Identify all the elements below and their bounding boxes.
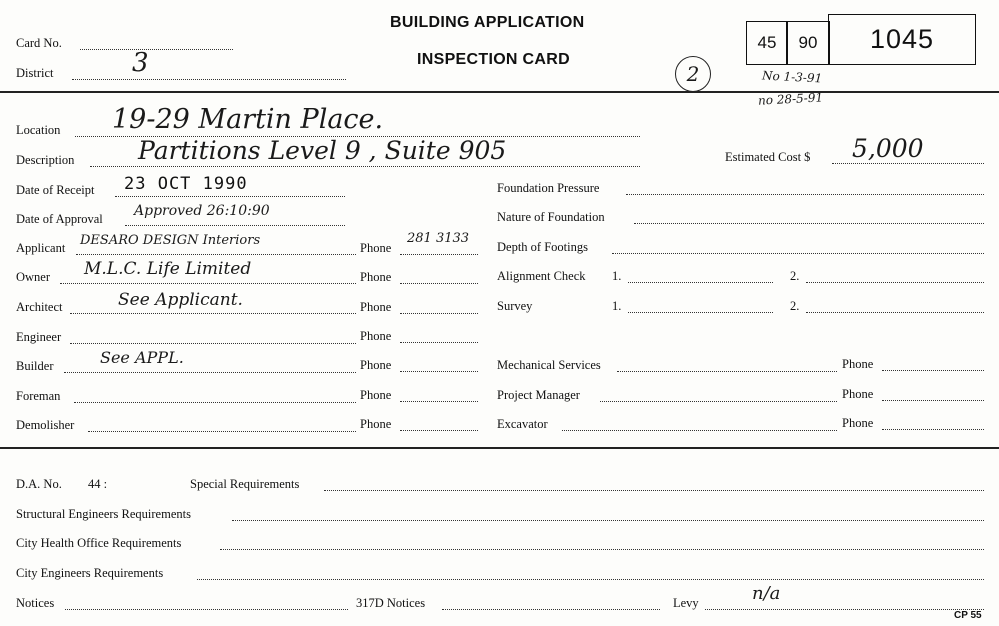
city-engineers-label: City Engineers Requirements bbox=[16, 566, 164, 580]
circled-number: 2 bbox=[675, 56, 711, 92]
project-manager-phone-field[interactable] bbox=[882, 400, 984, 401]
alignment-check-field-1[interactable] bbox=[628, 282, 773, 283]
alignment-check-field-2[interactable] bbox=[806, 282, 984, 283]
levy-label: Levy bbox=[673, 596, 699, 610]
foreman-phone-field[interactable] bbox=[400, 401, 478, 402]
ref-box-c: 1045 bbox=[828, 14, 976, 65]
architect-label: Architect bbox=[16, 300, 63, 314]
levy-field[interactable] bbox=[705, 609, 984, 610]
date-of-approval-label: Date of Approval bbox=[16, 212, 103, 226]
handwritten-note-2: no 28-5-91 bbox=[757, 90, 824, 108]
builder-field[interactable] bbox=[64, 372, 356, 373]
foreman-phone-label: Phone bbox=[360, 388, 392, 402]
survey-num-1: 1. bbox=[612, 299, 622, 313]
footer-rule bbox=[0, 447, 999, 449]
architect-field[interactable] bbox=[70, 313, 356, 314]
form-title-line2: INSPECTION CARD bbox=[417, 51, 570, 68]
alignment-check-num-2: 2. bbox=[790, 269, 800, 283]
nature-of-foundation-label: Nature of Foundation bbox=[497, 210, 605, 224]
ref-box-a: 45 bbox=[746, 21, 788, 65]
special-requirements-field[interactable] bbox=[324, 490, 984, 491]
owner-phone-label: Phone bbox=[360, 270, 392, 284]
builder-label: Builder bbox=[16, 359, 54, 373]
demolisher-field[interactable] bbox=[88, 431, 356, 432]
foundation-pressure-field[interactable] bbox=[626, 194, 984, 195]
alignment-check-num-1: 1. bbox=[612, 269, 622, 283]
builder-phone-field[interactable] bbox=[400, 371, 478, 372]
date-of-receipt-field[interactable] bbox=[115, 196, 345, 197]
applicant-field[interactable] bbox=[76, 254, 356, 255]
estimated-cost-field[interactable] bbox=[832, 163, 984, 164]
notices-317d-field[interactable] bbox=[442, 609, 660, 610]
foundation-pressure-label: Foundation Pressure bbox=[497, 181, 600, 195]
excavator-label: Excavator bbox=[497, 417, 548, 431]
applicant-label: Applicant bbox=[16, 241, 66, 255]
form-code: CP 55 bbox=[954, 610, 982, 621]
description-value: Partitions Level 9 , Suite 905 bbox=[138, 136, 507, 165]
description-label: Description bbox=[16, 153, 75, 167]
ref-box-b: 90 bbox=[786, 21, 830, 65]
architect-phone-field[interactable] bbox=[400, 313, 478, 314]
district-field[interactable] bbox=[72, 79, 346, 80]
survey-field-2[interactable] bbox=[806, 312, 984, 313]
date-of-approval-field[interactable] bbox=[125, 225, 345, 226]
estimated-cost-label: Estimated Cost $ bbox=[725, 150, 811, 164]
mechanical-services-phone-field[interactable] bbox=[882, 370, 984, 371]
header-rule bbox=[0, 91, 999, 93]
demolisher-label: Demolisher bbox=[16, 418, 75, 432]
survey-num-2: 2. bbox=[790, 299, 800, 313]
city-health-field[interactable] bbox=[220, 549, 984, 550]
foreman-field[interactable] bbox=[74, 402, 356, 403]
architect-value: See Applicant. bbox=[118, 290, 243, 310]
builder-value: See APPL. bbox=[100, 348, 184, 367]
notices-317d-label: 317D Notices bbox=[356, 596, 426, 610]
excavator-field[interactable] bbox=[562, 430, 837, 431]
date-of-receipt-label: Date of Receipt bbox=[16, 183, 95, 197]
structural-engineers-field[interactable] bbox=[232, 520, 984, 521]
city-engineers-field[interactable] bbox=[197, 579, 984, 580]
owner-label: Owner bbox=[16, 270, 51, 284]
project-manager-phone-label: Phone bbox=[842, 387, 874, 401]
date-of-receipt-stamp: 23 OCT 1990 bbox=[124, 174, 248, 194]
nature-of-foundation-field[interactable] bbox=[634, 223, 984, 224]
owner-field[interactable] bbox=[60, 283, 356, 284]
card-no-field[interactable] bbox=[80, 49, 233, 50]
notices-label: Notices bbox=[16, 596, 55, 610]
da-no-label: D.A. No. bbox=[16, 477, 62, 491]
builder-phone-label: Phone bbox=[360, 358, 392, 372]
project-manager-label: Project Manager bbox=[497, 388, 580, 402]
handwritten-note-1: No 1-3-91 bbox=[761, 68, 823, 86]
da-no-value: 44 : bbox=[88, 477, 108, 491]
estimated-cost-value: 5,000 bbox=[852, 134, 924, 163]
card-no-label: Card No. bbox=[16, 36, 62, 50]
excavator-phone-label: Phone bbox=[842, 416, 874, 430]
foreman-label: Foreman bbox=[16, 389, 61, 403]
location-label: Location bbox=[16, 123, 61, 137]
district-value: 3 bbox=[132, 48, 149, 78]
special-requirements-label: Special Requirements bbox=[190, 477, 300, 491]
engineer-phone-label: Phone bbox=[360, 329, 392, 343]
description-field[interactable] bbox=[90, 166, 640, 167]
survey-field-1[interactable] bbox=[628, 312, 773, 313]
applicant-value: DESARO DESIGN Interiors bbox=[80, 233, 261, 248]
applicant-phone-field[interactable] bbox=[400, 254, 478, 255]
depth-of-footings-field[interactable] bbox=[612, 253, 984, 254]
engineer-field[interactable] bbox=[70, 343, 356, 344]
engineer-label: Engineer bbox=[16, 330, 62, 344]
applicant-phone-label: Phone bbox=[360, 241, 392, 255]
date-of-approval-value: Approved 26:10:90 bbox=[134, 203, 270, 219]
mechanical-services-label: Mechanical Services bbox=[497, 358, 601, 372]
depth-of-footings-label: Depth of Footings bbox=[497, 240, 588, 254]
demolisher-phone-field[interactable] bbox=[400, 430, 478, 431]
district-label: District bbox=[16, 66, 54, 80]
location-value: 19-29 Martin Place. bbox=[112, 104, 384, 135]
owner-phone-field[interactable] bbox=[400, 283, 478, 284]
project-manager-field[interactable] bbox=[600, 401, 837, 402]
levy-value: n/a bbox=[752, 583, 781, 604]
owner-value: M.L.C. Life Limited bbox=[84, 259, 252, 279]
mechanical-services-phone-label: Phone bbox=[842, 357, 874, 371]
architect-phone-label: Phone bbox=[360, 300, 392, 314]
city-health-label: City Health Office Requirements bbox=[16, 536, 182, 550]
engineer-phone-field[interactable] bbox=[400, 342, 478, 343]
demolisher-phone-label: Phone bbox=[360, 417, 392, 431]
mechanical-services-field[interactable] bbox=[617, 371, 837, 372]
form-title-line1: BUILDING APPLICATION bbox=[390, 14, 585, 31]
applicant-phone-value: 281 3133 bbox=[407, 231, 470, 246]
notices-field[interactable] bbox=[65, 609, 348, 610]
alignment-check-label: Alignment Check bbox=[497, 269, 586, 283]
structural-engineers-label: Structural Engineers Requirements bbox=[16, 507, 191, 521]
survey-label: Survey bbox=[497, 299, 533, 313]
excavator-phone-field[interactable] bbox=[882, 429, 984, 430]
